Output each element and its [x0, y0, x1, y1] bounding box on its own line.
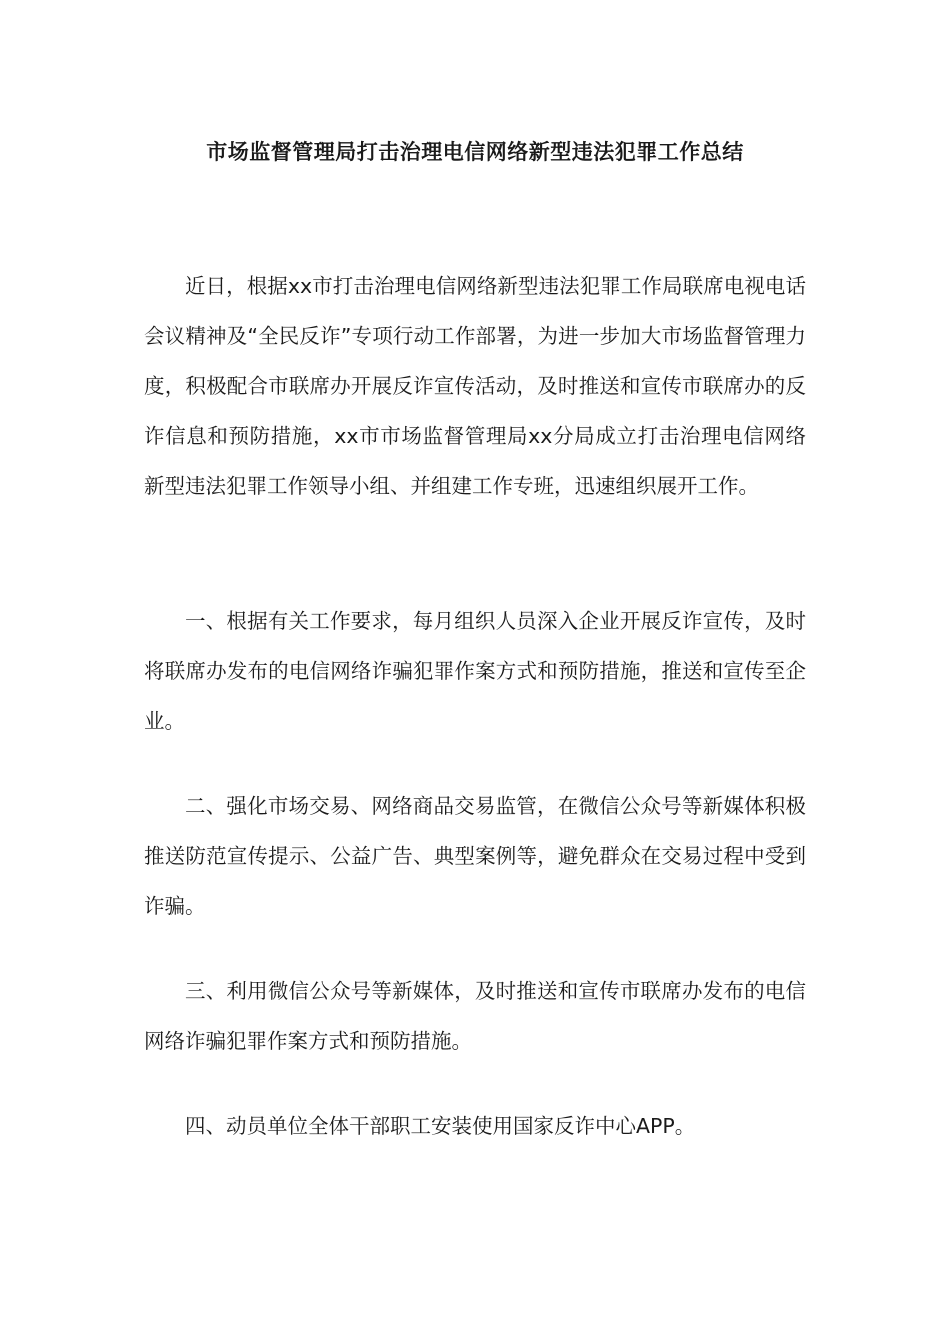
- document-title: 市场监督管理局打击治理电信网络新型违法犯罪工作总结: [206, 140, 744, 164]
- paragraph-item-4: [144, 1101, 806, 1151]
- paragraph-text: 一、根据有关工作要求，每月组织人员深入企业开展反诈宣传，及时将联席办发布的电信网络诈骗犯罪作案方式和预防措施，推送和宣传至企业。: [144, 609, 806, 733]
- paragraph-text: 近日，根据xx市打击治理电信网络新型违法犯罪工作局联席电视电话会议精神及“全民反诈”专项行动工作部署，为进一步加大市场监督管理力度，积极配合市联席办开展反诈宣传活动，及时推送和宣传市联席办的反诈信息和预防措施，xx市市场监督管理局xx分局成立打击治理电信网络新型违法犯罪工作领导小组、并组建工作专班，迅速组织展开工作。: [144, 274, 806, 498]
- paragraph-item-3: [144, 966, 806, 1066]
- paragraph-item-1: [144, 596, 806, 746]
- paragraph-item-2: [144, 781, 806, 931]
- paragraph-intro: [144, 261, 806, 511]
- paragraph-text: 二、强化市场交易、网络商品交易监管，在微信公众号等新媒体积极推送防范宣传提示、公益广告、典型案例等，避免群众在交易过程中受到诈骗。: [144, 794, 806, 918]
- paragraph-text: 四、动员单位全体干部职工安装使用国家反诈中心APP。: [185, 1114, 696, 1138]
- paragraph-text: 三、利用微信公众号等新媒体，及时推送和宣传市联席办发布的电信网络诈骗犯罪作案方式和预防措施。: [144, 979, 806, 1053]
